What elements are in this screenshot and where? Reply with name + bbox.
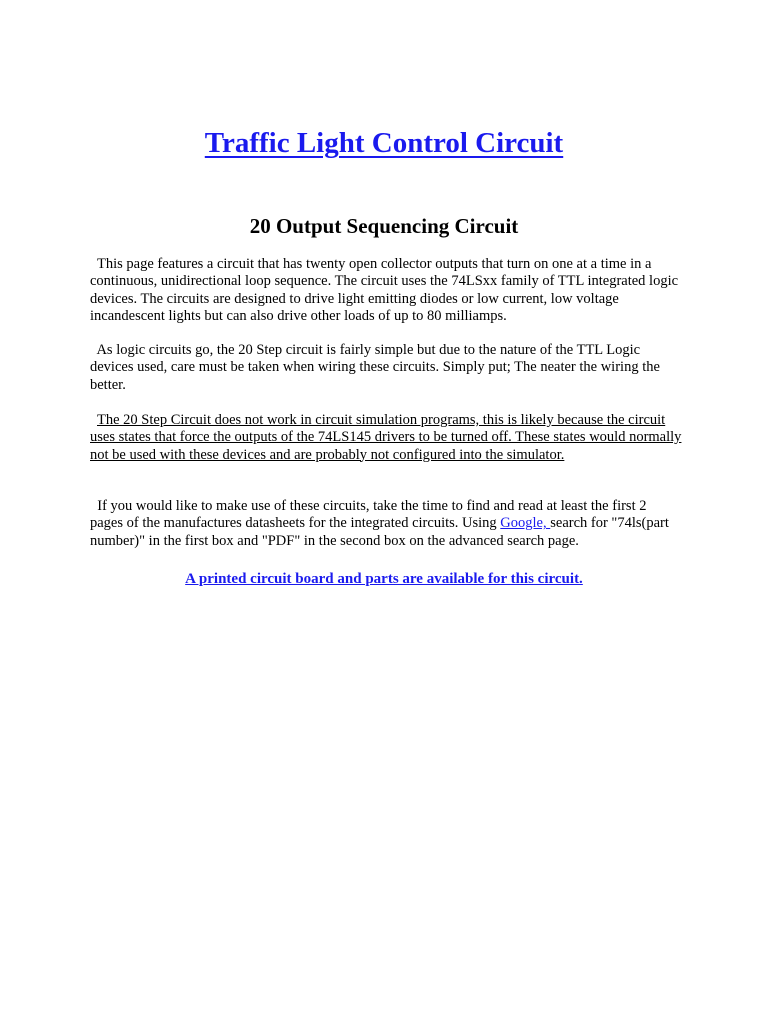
page-subtitle: 20 Output Sequencing Circuit — [249, 214, 519, 238]
datasheet-paragraph-text-end: search for "74ls(part number)" in the first box and "PDF" in the second box on the advanced search page. — [90, 515, 669, 549]
intro-paragraph-text: This page features a circuit that has twenty open collector outputs that turn on one at a time in a continuous, unidirectional loop sequence. The circuit uses the 74LSxx family of TTL integrated logic devices. The circuits are designed to drive light emitting diodes or low current, low voltage incandescent lights but can also drive other loads of up to 80 milliamps. — [90, 256, 679, 324]
google-link[interactable]: Google, — [500, 515, 551, 532]
datasheet-paragraph — [90, 498, 682, 550]
datasheet-paragraph-text-start: If you would like to make use of these circuits, take the time to find and read at least the first 2 pages of the manufactures datasheets for the integrated circuits. Using — [90, 498, 647, 532]
intro-paragraph — [90, 256, 682, 325]
simulation-note-paragraph — [90, 412, 682, 464]
logic-paragraph — [90, 342, 682, 394]
simulation-note-text: The 20 Step Circuit does not work in circuit simulation programs, this is likely because the circuit uses states that force the outputs of the 74LS145 drivers to be turned off. These states would normally not be used with these devices and are probably not configured into the simulator. — [90, 412, 682, 463]
page-title — [0, 124, 768, 162]
pcb-availability — [0, 569, 768, 589]
logic-paragraph-text: As logic circuits go, the 20 Step circuit is fairly simple but due to the nature of the TTL Logic devices used, care must be taken when wiring these circuits. Simply put; The neater the wiring the better. — [90, 342, 660, 393]
pcb-link[interactable]: A printed circuit board and parts are available for this circuit. — [185, 571, 583, 587]
title-link[interactable]: Traffic Light Control Circuit — [204, 127, 564, 159]
